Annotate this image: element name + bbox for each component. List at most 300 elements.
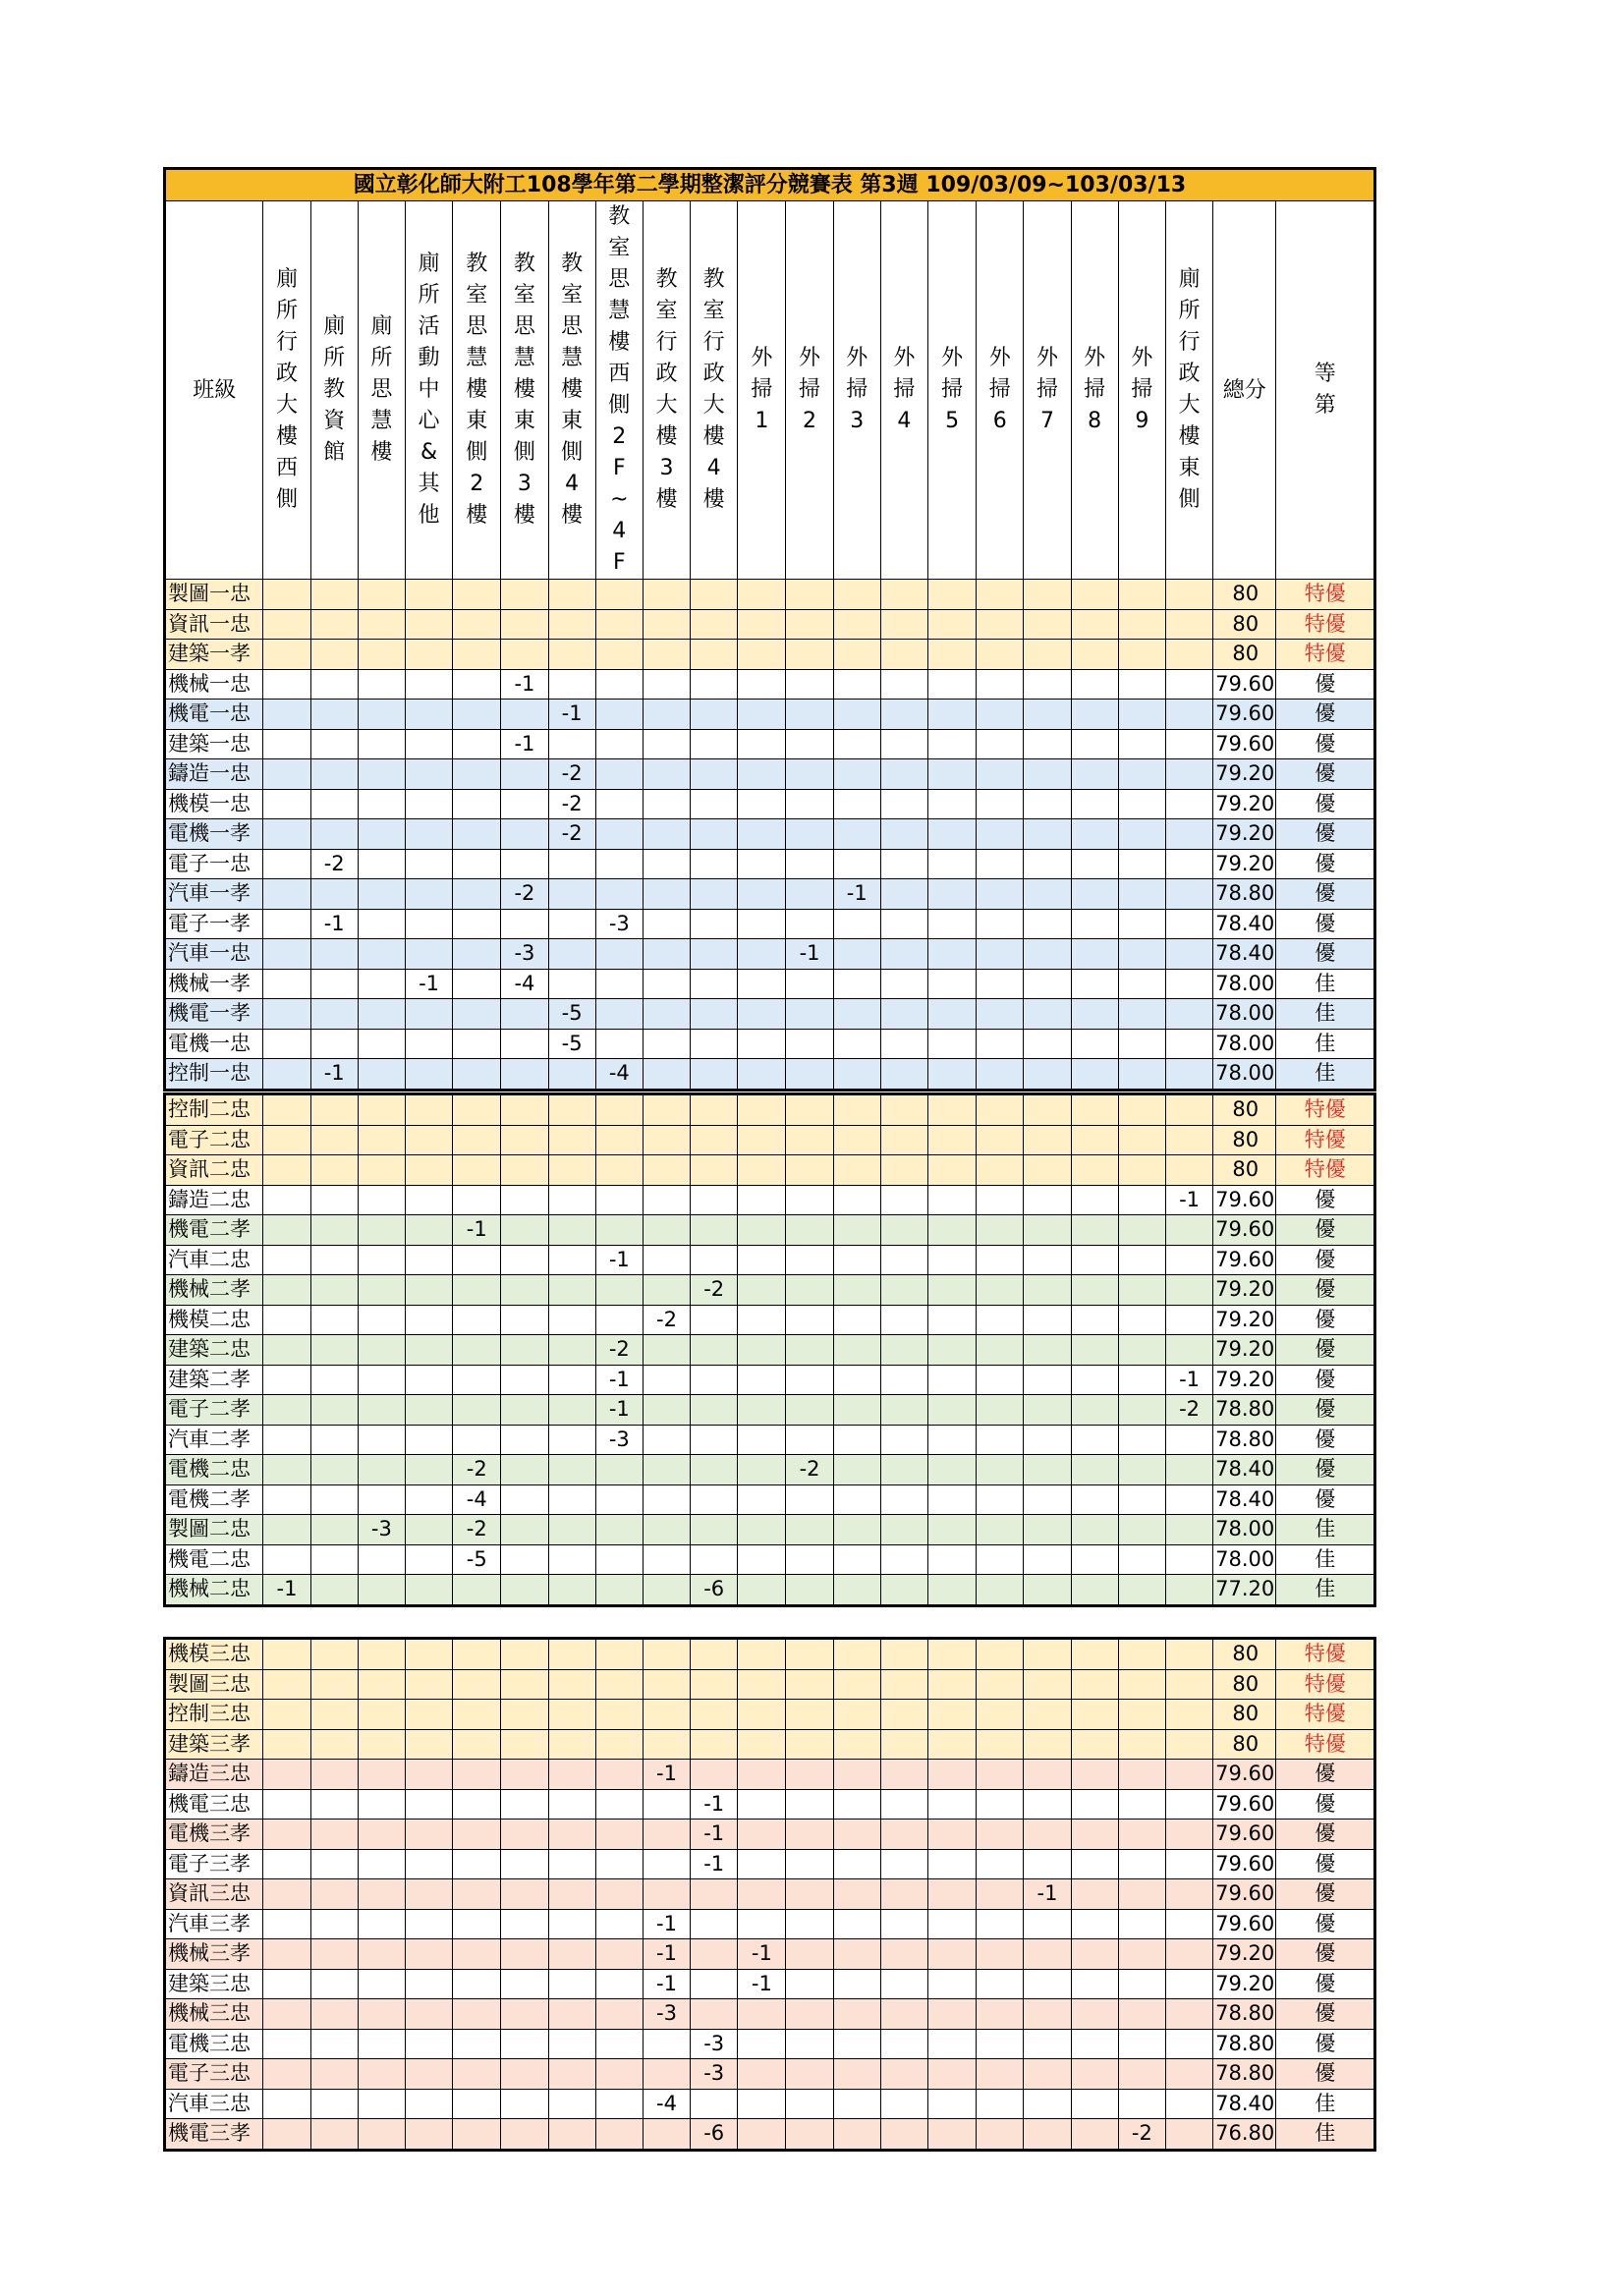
deduction-cell xyxy=(738,969,786,999)
deduction-cell xyxy=(833,1245,880,1275)
deduction-cell xyxy=(1071,1425,1118,1455)
deduction-cell: -1 xyxy=(691,1849,738,1879)
column-header-label: 廁所行政大樓西側 xyxy=(275,267,298,512)
deduction-cell xyxy=(310,1215,358,1246)
grade-cell: 特優 xyxy=(1276,1669,1375,1700)
deduction-cell xyxy=(643,969,690,999)
deduction-cell xyxy=(501,1909,548,1939)
deduction-cell xyxy=(501,1155,548,1186)
total-score-cell: 79.60 xyxy=(1213,1820,1276,1850)
deduction-cell xyxy=(453,1575,501,1606)
class-name-cell: 機電一忠 xyxy=(165,700,263,730)
deduction-cell xyxy=(1118,1185,1165,1215)
deduction-cell: -1 xyxy=(405,969,452,999)
deduction-cell xyxy=(643,789,690,819)
deduction-cell xyxy=(1118,1849,1165,1879)
deduction-cell xyxy=(880,580,927,610)
deduction-cell xyxy=(928,1029,977,1059)
deduction-cell xyxy=(1118,999,1165,1030)
deduction-cell xyxy=(928,969,977,999)
deduction-cell xyxy=(595,2059,643,2090)
deduction-cell xyxy=(405,1969,452,1999)
deduction-cell xyxy=(263,1515,310,1545)
deduction-cell xyxy=(691,1094,738,1126)
deduction-cell xyxy=(1118,580,1165,610)
deduction-cell xyxy=(786,1760,833,1790)
grade-cell: 佳 xyxy=(1276,1515,1375,1545)
deduction-cell xyxy=(453,1969,501,1999)
deduction-cell xyxy=(1024,969,1071,999)
deduction-cell xyxy=(738,1544,786,1575)
deduction-cell xyxy=(833,729,880,759)
deduction-cell xyxy=(501,1455,548,1485)
deduction-cell xyxy=(548,640,595,670)
total-score-cell: 79.20 xyxy=(1213,1305,1276,1335)
class-name-cell: 電機三忠 xyxy=(165,2029,263,2059)
deduction-cell xyxy=(1024,609,1071,640)
class-row xyxy=(165,1999,1375,2030)
column-header-label: 廁所行政大樓東側 xyxy=(1178,267,1201,512)
deduction-cell xyxy=(691,1059,738,1091)
deduction-cell xyxy=(833,1515,880,1545)
deduction-cell xyxy=(928,1365,977,1395)
deduction-cell xyxy=(738,939,786,970)
grade-cell: 佳 xyxy=(1276,969,1375,999)
deduction-cell xyxy=(880,1939,927,1970)
deduction-cell xyxy=(880,1425,927,1455)
deduction-cell xyxy=(833,1425,880,1455)
deduction-cell xyxy=(548,1455,595,1485)
deduction-cell xyxy=(358,1879,405,1910)
deduction-cell xyxy=(453,1029,501,1059)
deduction-cell xyxy=(548,1939,595,1970)
deduction-cell xyxy=(691,1365,738,1395)
deduction-cell xyxy=(1024,1515,1071,1545)
class-row xyxy=(165,1669,1375,1700)
deduction-cell xyxy=(1118,1789,1165,1820)
deduction-cell xyxy=(263,700,310,730)
deduction-cell: -3 xyxy=(595,1425,643,1455)
class-row xyxy=(165,1969,1375,1999)
deduction-cell xyxy=(643,729,690,759)
deduction-cell xyxy=(738,2089,786,2119)
total-score-cell: 78.80 xyxy=(1213,1395,1276,1426)
deduction-cell xyxy=(548,2089,595,2119)
deduction-cell xyxy=(880,909,927,939)
deduction-cell xyxy=(1071,700,1118,730)
class-name-cell: 建築三孝 xyxy=(165,1729,263,1760)
deduction-cell xyxy=(1165,1245,1212,1275)
deduction-cell xyxy=(643,1029,690,1059)
deduction-cell xyxy=(880,1484,927,1515)
column-header-12 xyxy=(786,201,833,580)
deduction-cell xyxy=(928,1820,977,1850)
deduction-cell xyxy=(595,2119,643,2151)
deduction-cell xyxy=(358,1395,405,1426)
class-row xyxy=(165,1335,1375,1366)
deduction-cell xyxy=(405,939,452,970)
deduction-cell xyxy=(1071,999,1118,1030)
deduction-cell xyxy=(1165,1879,1212,1910)
deduction-cell xyxy=(310,1999,358,2030)
deduction-cell xyxy=(548,1879,595,1910)
deduction-cell: -1 xyxy=(501,669,548,700)
deduction-cell xyxy=(1165,1669,1212,1700)
deduction-cell: -3 xyxy=(643,1999,690,2030)
deduction-cell xyxy=(1024,2059,1071,2090)
deduction-cell xyxy=(263,1729,310,1760)
deduction-cell xyxy=(738,1215,786,1246)
deduction-cell: -4 xyxy=(643,2089,690,2119)
deduction-cell xyxy=(643,1125,690,1155)
deduction-cell xyxy=(928,819,977,850)
deduction-cell xyxy=(833,1395,880,1426)
class-row xyxy=(165,1305,1375,1335)
total-score-cell: 78.00 xyxy=(1213,1029,1276,1059)
deduction-cell xyxy=(833,1544,880,1575)
deduction-cell xyxy=(548,1185,595,1215)
deduction-cell xyxy=(880,1275,927,1306)
grade-cell: 佳 xyxy=(1276,2119,1375,2151)
deduction-cell xyxy=(263,1484,310,1515)
deduction-cell xyxy=(1024,1365,1071,1395)
deduction-cell xyxy=(1071,669,1118,700)
column-header-21 xyxy=(1213,201,1276,580)
deduction-cell xyxy=(691,1544,738,1575)
deduction-cell xyxy=(501,1395,548,1426)
deduction-cell xyxy=(405,789,452,819)
deduction-cell xyxy=(1165,939,1212,970)
deduction-cell xyxy=(880,1305,927,1335)
class-name-cell: 控制一忠 xyxy=(165,1059,263,1091)
deduction-cell xyxy=(880,1544,927,1575)
deduction-cell xyxy=(501,2119,548,2151)
deduction-cell xyxy=(977,1939,1024,1970)
class-row xyxy=(165,789,1375,819)
deduction-cell xyxy=(310,789,358,819)
grade-cell: 優 xyxy=(1276,1425,1375,1455)
deduction-cell xyxy=(738,1305,786,1335)
deduction-cell xyxy=(453,1395,501,1426)
deduction-cell xyxy=(691,1760,738,1790)
deduction-cell xyxy=(880,2029,927,2059)
deduction-cell xyxy=(691,1909,738,1939)
deduction-cell xyxy=(453,1245,501,1275)
deduction-cell xyxy=(453,1425,501,1455)
deduction-cell xyxy=(928,2119,977,2151)
deduction-cell xyxy=(405,2119,452,2151)
deduction-cell xyxy=(833,1484,880,1515)
deduction-cell xyxy=(263,1059,310,1091)
grade-cell: 優 xyxy=(1276,1849,1375,1879)
deduction-cell xyxy=(738,1029,786,1059)
deduction-cell xyxy=(691,580,738,610)
deduction-cell xyxy=(1071,2059,1118,2090)
deduction-cell xyxy=(977,2059,1024,2090)
deduction-cell xyxy=(1118,1029,1165,1059)
class-row xyxy=(165,1094,1375,1126)
deduction-cell xyxy=(1071,1544,1118,1575)
class-row xyxy=(165,1700,1375,1730)
class-row xyxy=(165,1059,1375,1091)
class-name-cell: 建築一忠 xyxy=(165,729,263,759)
deduction-cell xyxy=(358,669,405,700)
deduction-cell xyxy=(405,1365,452,1395)
class-row xyxy=(165,2119,1375,2151)
column-header-14 xyxy=(880,201,927,580)
deduction-cell xyxy=(1165,1275,1212,1306)
deduction-cell xyxy=(786,2059,833,2090)
deduction-cell xyxy=(263,1455,310,1485)
deduction-cell xyxy=(786,909,833,939)
deduction-cell xyxy=(405,1395,452,1426)
deduction-cell xyxy=(405,580,452,610)
deduction-cell xyxy=(405,1305,452,1335)
column-header-1 xyxy=(263,201,310,580)
deduction-cell xyxy=(1071,1185,1118,1215)
total-score-cell: 78.40 xyxy=(1213,1484,1276,1515)
deduction-cell: -2 xyxy=(548,789,595,819)
deduction-cell xyxy=(1024,1969,1071,1999)
deduction-cell: -2 xyxy=(548,819,595,850)
deduction-cell xyxy=(501,2029,548,2059)
deduction-cell xyxy=(358,1909,405,1939)
deduction-cell xyxy=(977,1909,1024,1939)
deduction-cell xyxy=(453,700,501,730)
deduction-cell xyxy=(928,789,977,819)
deduction-cell xyxy=(1165,1484,1212,1515)
grade-cell: 優 xyxy=(1276,1909,1375,1939)
grade-cell: 特優 xyxy=(1276,1125,1375,1155)
deduction-cell xyxy=(1165,1155,1212,1186)
deduction-cell xyxy=(358,909,405,939)
deduction-cell xyxy=(1165,1094,1212,1126)
deduction-cell xyxy=(1024,729,1071,759)
deduction-cell xyxy=(786,1879,833,1910)
deduction-cell: -1 xyxy=(263,1575,310,1606)
deduction-cell xyxy=(501,640,548,670)
deduction-cell xyxy=(453,1789,501,1820)
total-score-cell: 80 xyxy=(1213,1639,1276,1670)
deduction-cell xyxy=(453,609,501,640)
class-name-cell: 汽車三忠 xyxy=(165,2089,263,2119)
deduction-cell xyxy=(880,1125,927,1155)
deduction-cell xyxy=(310,1544,358,1575)
total-score-cell: 80 xyxy=(1213,1125,1276,1155)
deduction-cell xyxy=(977,1425,1024,1455)
deduction-cell xyxy=(548,580,595,610)
deduction-cell xyxy=(1071,640,1118,670)
class-name-cell: 機械三孝 xyxy=(165,1939,263,1970)
deduction-cell xyxy=(643,1879,690,1910)
deduction-cell xyxy=(310,1669,358,1700)
deduction-cell xyxy=(786,1939,833,1970)
deduction-cell xyxy=(1024,849,1071,879)
deduction-cell xyxy=(595,1669,643,1700)
deduction-cell xyxy=(453,1094,501,1126)
deduction-cell xyxy=(310,1879,358,1910)
deduction-cell xyxy=(310,1245,358,1275)
total-score-cell: 78.00 xyxy=(1213,999,1276,1030)
deduction-cell xyxy=(1024,879,1071,910)
deduction-cell xyxy=(453,1729,501,1760)
deduction-cell xyxy=(453,1155,501,1186)
deduction-cell xyxy=(358,969,405,999)
column-header-label: 外掃1 xyxy=(751,346,773,433)
deduction-cell xyxy=(928,759,977,790)
deduction-cell xyxy=(548,2029,595,2059)
deduction-cell xyxy=(548,849,595,879)
deduction-cell: -1 xyxy=(643,1760,690,1790)
deduction-cell xyxy=(310,1639,358,1670)
deduction-cell xyxy=(358,1729,405,1760)
deduction-cell xyxy=(977,2029,1024,2059)
deduction-cell xyxy=(928,2059,977,2090)
deduction-cell xyxy=(1118,1275,1165,1306)
deduction-cell xyxy=(1118,969,1165,999)
deduction-cell xyxy=(501,1365,548,1395)
deduction-cell xyxy=(358,1425,405,1455)
deduction-cell xyxy=(358,1059,405,1091)
deduction-cell: -1 xyxy=(1165,1365,1212,1395)
deduction-cell xyxy=(880,2059,927,2090)
deduction-cell xyxy=(548,1425,595,1455)
deduction-cell xyxy=(1165,1969,1212,1999)
grade-cell: 佳 xyxy=(1276,1575,1375,1606)
deduction-cell xyxy=(501,580,548,610)
deduction-cell xyxy=(1118,1245,1165,1275)
class-name-cell: 機械一忠 xyxy=(165,669,263,700)
deduction-cell xyxy=(501,1969,548,1999)
deduction-cell xyxy=(691,819,738,850)
deduction-cell xyxy=(880,1155,927,1186)
deduction-cell xyxy=(928,1515,977,1545)
deduction-cell xyxy=(405,1544,452,1575)
deduction-cell xyxy=(1165,1425,1212,1455)
deduction-cell xyxy=(501,1059,548,1091)
class-name-cell: 機電二孝 xyxy=(165,1215,263,1246)
deduction-cell xyxy=(880,939,927,970)
total-score-cell: 79.20 xyxy=(1213,849,1276,879)
deduction-cell xyxy=(1118,1544,1165,1575)
deduction-cell xyxy=(643,909,690,939)
deduction-cell xyxy=(928,1305,977,1335)
deduction-cell xyxy=(928,1059,977,1091)
total-score-cell: 79.60 xyxy=(1213,1909,1276,1939)
deduction-cell xyxy=(738,1185,786,1215)
column-header-0 xyxy=(165,201,263,580)
deduction-cell xyxy=(928,1700,977,1730)
deduction-cell xyxy=(263,969,310,999)
deduction-cell xyxy=(358,580,405,610)
class-name-cell: 機械一孝 xyxy=(165,969,263,999)
deduction-cell xyxy=(1165,759,1212,790)
deduction-cell xyxy=(691,1305,738,1335)
deduction-cell xyxy=(1071,1094,1118,1126)
deduction-cell xyxy=(1118,669,1165,700)
deduction-cell xyxy=(1024,1275,1071,1306)
deduction-cell xyxy=(263,580,310,610)
deduction-cell xyxy=(977,1820,1024,1850)
deduction-cell xyxy=(263,1305,310,1335)
column-header-4 xyxy=(405,201,452,580)
deduction-cell: -3 xyxy=(691,2029,738,2059)
deduction-cell xyxy=(1165,1729,1212,1760)
deduction-cell xyxy=(263,1789,310,1820)
deduction-cell xyxy=(358,1029,405,1059)
total-score-cell: 79.20 xyxy=(1213,1335,1276,1366)
deduction-cell xyxy=(501,849,548,879)
deduction-cell xyxy=(595,1879,643,1910)
deduction-cell xyxy=(977,849,1024,879)
deduction-cell xyxy=(738,789,786,819)
deduction-cell xyxy=(453,1879,501,1910)
deduction-cell xyxy=(928,1729,977,1760)
deduction-cell xyxy=(643,640,690,670)
deduction-cell xyxy=(786,1700,833,1730)
deduction-cell xyxy=(1071,1700,1118,1730)
deduction-cell xyxy=(310,1155,358,1186)
class-row xyxy=(165,1639,1375,1670)
column-header-13 xyxy=(833,201,880,580)
deduction-cell xyxy=(453,1909,501,1939)
deduction-cell xyxy=(977,1335,1024,1366)
deduction-cell xyxy=(880,729,927,759)
deduction-cell xyxy=(1071,759,1118,790)
deduction-cell xyxy=(786,1515,833,1545)
class-name-cell: 電機二忠 xyxy=(165,1455,263,1485)
deduction-cell xyxy=(738,1760,786,1790)
deduction-cell xyxy=(786,1729,833,1760)
deduction-cell xyxy=(833,1939,880,1970)
column-header-19 xyxy=(1118,201,1165,580)
deduction-cell xyxy=(310,759,358,790)
deduction-cell xyxy=(880,1059,927,1091)
deduction-cell xyxy=(977,939,1024,970)
column-header-label: 教室思慧樓東側4樓 xyxy=(561,252,584,528)
deduction-cell xyxy=(1071,1969,1118,1999)
deduction-cell xyxy=(928,1395,977,1426)
deduction-cell xyxy=(548,1849,595,1879)
deduction-cell xyxy=(310,819,358,850)
grade-cell: 佳 xyxy=(1276,2089,1375,2119)
grade-cell: 佳 xyxy=(1276,1544,1375,1575)
deduction-cell xyxy=(358,1125,405,1155)
deduction-cell xyxy=(405,1155,452,1186)
deduction-cell xyxy=(977,1275,1024,1306)
deduction-cell xyxy=(738,609,786,640)
class-row xyxy=(165,1909,1375,1939)
class-row xyxy=(165,2089,1375,2119)
deduction-cell xyxy=(595,1999,643,2030)
column-header-label: 外掃5 xyxy=(941,346,964,433)
deduction-cell xyxy=(595,759,643,790)
deduction-cell xyxy=(595,1544,643,1575)
deduction-cell xyxy=(643,1275,690,1306)
deduction-cell xyxy=(595,669,643,700)
column-header-label: 外掃8 xyxy=(1084,346,1106,433)
deduction-cell xyxy=(1024,1639,1071,1670)
deduction-cell xyxy=(928,999,977,1030)
deduction-cell xyxy=(880,1669,927,1700)
deduction-cell xyxy=(501,1544,548,1575)
deduction-cell xyxy=(691,1879,738,1910)
deduction-cell xyxy=(786,1425,833,1455)
deduction-cell xyxy=(453,1275,501,1306)
deduction-cell xyxy=(1024,1185,1071,1215)
total-score-cell: 78.80 xyxy=(1213,1425,1276,1455)
deduction-cell xyxy=(1165,1029,1212,1059)
